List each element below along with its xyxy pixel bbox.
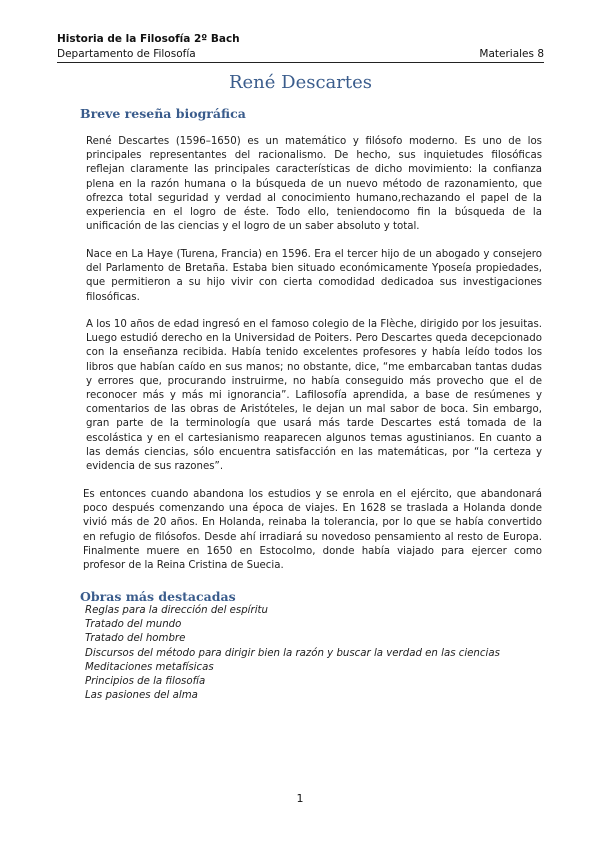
works-list-item: Las pasiones del alma bbox=[85, 690, 198, 702]
works-list-item: Meditaciones metafísicas bbox=[85, 661, 214, 673]
header-department: Departamento de Filosofía bbox=[57, 48, 196, 60]
works-list bbox=[85, 604, 500, 703]
section-heading-works: Obras más destacadas bbox=[80, 589, 236, 604]
works-list-item: Reglas para la dirección del espíritu bbox=[85, 605, 268, 616]
works-list-item: Principios de la filosofía bbox=[85, 676, 206, 688]
page-title: René Descartes bbox=[228, 72, 373, 93]
section-heading-bio: Breve reseña biográfica bbox=[80, 106, 246, 121]
bio-paragraph: Es entonces cuando abandona los estudios y se enrola en el ejército, que abandonará poco después comenzando una época de viajes. En 1628 se traslada a Holanda donde vivió más de 20 años. En Holanda, reinaba la tolerancia, por lo que se había convertido en refugio de filósofos. Desde ahí irradiará su novedoso pensamiento al resto de Europa. Finalmente muere en 1650 en Estocolmo, donde había viajado para ejercer como profesor de la Reina Cristina de Suecia. bbox=[83, 489, 542, 572]
bio-paragraph: René Descartes (1596–1650) es un matemático y filósofo moderno. Es uno de los principales representantes del racionalismo. De hecho, sus inquietudes filosóficas reflejan claramente las principales características de dicho movimiento: la confianza plena en la razón humana o la búsqueda de un nuevo método de razonamiento, que ofrezca total seguridad y verdad al conocimiento humano,rechazando el papel de la experiencia en el logro de éste. Todo ello, teniendocomo fin la búsqueda de la unificación de las ciencias y el logro de un saber absoluto y total. bbox=[86, 136, 542, 233]
header-divider bbox=[57, 62, 544, 63]
header-materials: Materiales 8 bbox=[479, 48, 544, 60]
works-list-item: Discursos del método para dirigir bien la razón y buscar la verdad en las ciencias bbox=[85, 647, 500, 659]
works-list-item: Tratado del hombre bbox=[85, 633, 186, 645]
bio-paragraph: A los 10 años de edad ingresó en el famoso colegio de la Flèche, dirigido por los jesuitas. Luego estudió derecho en la Universidad de Poiters. Pero Descartes queda decepcionado con la enseñanza recibida. Había tenido excelentes profesores y había leído todos los libros que habían caído en sus manos; no obstante, dice, “me embarcaban tantas dudas y errores que, procurando instruirme, no había conseguido más provecho que el de reconocer más y más mi ignorancia”. Lafilosofía aprendida, a base de resúmenes y comentarios de las obras de Aristóteles, le dejan un mal sabor de boca. Sin embargo, gran parte de la terminología que usará más tarde Descartes está tomada de la escolástica y en el cartesianismo reaparecen algunos temas agustinianos. En cuanto a las demás ciencias, sólo encuentra satisfacción en las matemáticas, por “la certeza y evidencia de sus razones”. bbox=[86, 319, 542, 473]
page-number: 1 bbox=[296, 792, 304, 805]
bio-paragraph: Nace en La Haye (Turena, Francia) en 1596. Era el tercer hijo de un abogado y consejero del Parlamento de Bretaña. Estaba bien situado económicamente Yposeía propiedades, que permitieron a su hijo vivir con cierta comodidad dedicadoa sus investigaciones filosóficas. bbox=[86, 249, 542, 303]
works-list-item: Tratado del mundo bbox=[85, 619, 182, 631]
header-course: Historia de la Filosofía 2º Bach bbox=[57, 33, 240, 45]
